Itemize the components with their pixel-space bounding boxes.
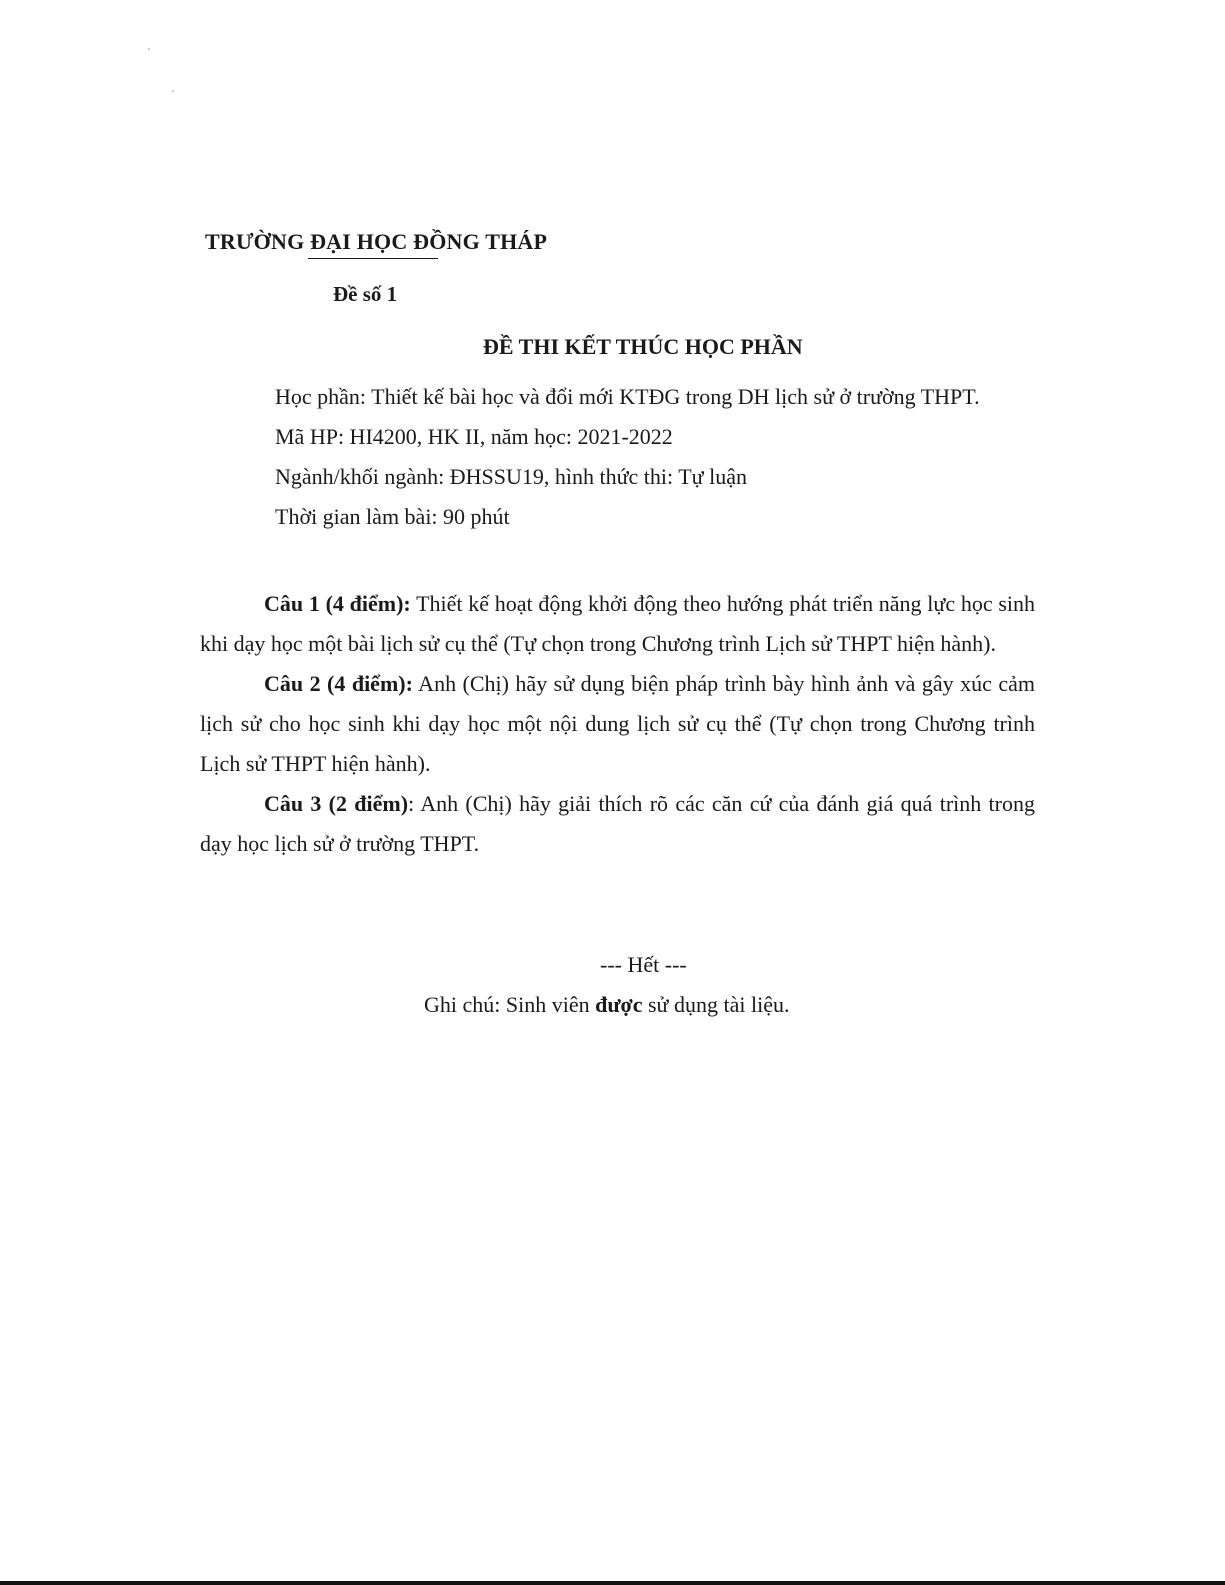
scan-speck	[148, 48, 150, 50]
footer-note-emphasis: được	[595, 992, 643, 1017]
question-3-label: Câu 3 (2 điểm)	[264, 791, 409, 816]
question-2	[200, 664, 1035, 784]
question-1-label: Câu 1 (4 điểm):	[264, 591, 411, 616]
question-2-label: Câu 2 (4 điểm):	[264, 671, 413, 696]
major-and-format: Ngành/khối ngành: ĐHSSU19, hình thức thi: Tự luận	[275, 464, 747, 489]
footer-note	[424, 992, 789, 1018]
question-3	[200, 784, 1035, 864]
question-list	[200, 584, 1035, 864]
exam-number: Đề số 1	[333, 282, 398, 306]
school-name-underline	[308, 258, 438, 259]
exam-duration: Thời gian làm bài: 90 phút	[275, 504, 510, 529]
question-1	[200, 584, 1035, 664]
scan-bottom-edge	[0, 1581, 1225, 1585]
school-name: TRƯỜNG ĐẠI HỌC ĐỒNG THÁP	[205, 229, 548, 254]
question-3-text: : Anh (Chị) hãy giải thích rõ các căn cứ của đánh giá quá trình trong dạy học lịch sử ở trường THPT.	[200, 791, 1035, 856]
footer-note-prefix: Ghi chú: Sinh viên	[424, 992, 596, 1017]
scan-speck	[172, 90, 174, 92]
exam-title: ĐỀ THI KẾT THÚC HỌC PHẦN	[483, 334, 803, 359]
course-name: Học phần: Thiết kế bài học và đổi mới KTĐG trong DH lịch sử ở trường THPT.	[275, 384, 980, 409]
end-mark: --- Hết ---	[600, 952, 687, 977]
question-2-text: Anh (Chị) hãy sử dụng biện pháp trình bày hình ảnh và gây xúc cảm lịch sử cho học sinh khi dạy học một nội dung lịch sử cụ thể (Tự chọn trong Chương trình Lịch sử THPT hiện hành).	[200, 671, 1035, 776]
question-1-text: Thiết kế hoạt động khởi động theo hướng phát triển năng lực học sinh khi dạy học một bài lịch sử cụ thể (Tự chọn trong Chương trình Lịch sử THPT hiện hành).	[200, 591, 1035, 656]
footer-note-suffix: sử dụng tài liệu.	[642, 992, 790, 1017]
course-code: Mã HP: HI4200, HK II, năm học: 2021-2022	[275, 424, 673, 449]
